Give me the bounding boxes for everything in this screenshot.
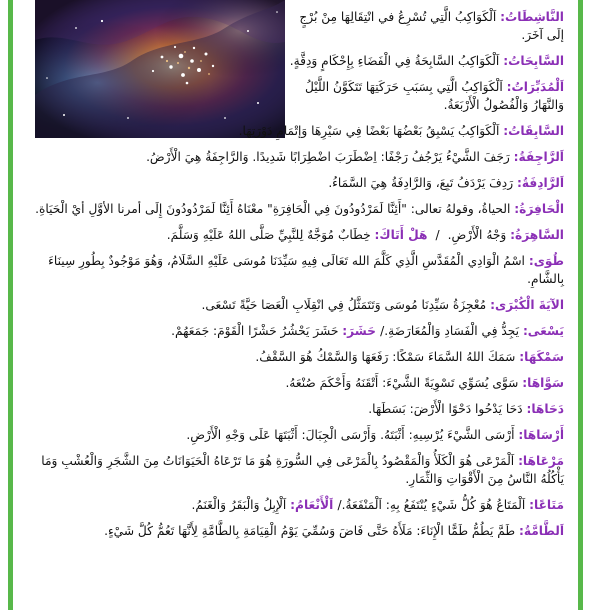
glossary-definition: طَمَّ يَطُمُّ طَمًّا الْإِنَاءَ: مَلَأَهُ حَتَّى فَاضَ وَسُمِّيَ يَوْمُ الْقِيَامَةِ بِالطَّامَّةِ لِأَنَّهَا تَعُمُّ كُلَّ شَيْءٍ. (104, 524, 519, 538)
separator: / (435, 228, 440, 242)
glossary-term: السَّابِحَاتُ: (503, 54, 564, 68)
glossary-entry (31, 348, 564, 366)
glossary-term: الْحَافِرَةُ: (514, 202, 564, 216)
glossary-entry (31, 322, 564, 340)
glossary-definition: سَمَكَ اللهُ السَّمَاءَ سَمْكًا: رَفَعَهَا وَالسَّمْكُ هُوَ السَّقْفُ. (255, 350, 520, 364)
glossary-definition: مُعْجِزَةُ سَيِّدِنَا مُوسَى وَتَتَمَثَّلُ فِي انْقِلَابِ الْعَصَا حَيَّةً تَسْعَى. (201, 298, 491, 312)
glossary-term: سَمْكَهَا: (519, 350, 564, 364)
glossary-term: مَتَاعًا: (529, 498, 564, 512)
glossary-term: السَّاهِرَةُ: (510, 228, 564, 242)
glossary-term: اَلرَّاجِفَةُ: (513, 150, 564, 164)
glossary-entry (31, 122, 564, 140)
glossary-definition: رَجَفَ الشَّيْءُ يَرْجُفُ رَجْفًا: اِضْطَرَبَ اضْطِرَابًا شَدِيدًا. وَالرَّاجِفَةُ هِيَ الْأَرْضُ. (146, 150, 514, 164)
glossary-definition: اَلْمَرْعَى هُوَ الْكَلَأُ وَالْمَقْصُودُ بِالْمَرْعَى فِي السُّورَةِ هُوَ مَا تَرْعَاهُ الْحَيَوَانَاتُ مِنَ الشَّجَرِ وَالْعُشْبِ وَمَا يَأْكُلُهُ النَّاسُ مِنَ الْأَقْوَاتِ وَالثِّمَارِ. (41, 454, 564, 486)
glossary-definition-secondary: اَلْإِبِلُ وَالْبَقَرُ وَالْغَنَمُ. (191, 498, 291, 512)
glossary-term: الآيَةَ الْكُبْرَى: (490, 298, 564, 312)
glossary-entry (31, 148, 564, 166)
glossary-entry (31, 452, 564, 488)
glossary-term: دَحَاهَا: (526, 402, 564, 416)
glossary-entry (31, 522, 564, 540)
glossary-term: اَلْمُدَبِّرَاتُ: (506, 80, 564, 94)
glossary-entry (31, 374, 564, 392)
glossary-term: سَوَّاهَا: (522, 376, 564, 390)
glossary-list (31, 8, 564, 548)
glossary-definition: يَجِدُّ فِي الْفَسَادِ وَالْمُعَارَضَةِ./ (380, 324, 523, 338)
glossary-entry (286, 52, 564, 70)
glossary-term-secondary: اَلْأَنْعَامُ: (290, 498, 338, 512)
glossary-definition: سَوَّى يُسَوِّي تَسْوِيَةً الشَّيْءَ: أَتْقَنَهُ وَأَحْكَمَ صُنْعَهُ. (285, 376, 523, 390)
glossary-term: اَلرَّادِفَةُ: (516, 176, 564, 190)
glossary-term-secondary: هَلْ أَتَاكَ: (374, 228, 428, 242)
glossary-term: السَّابِقَاتُ: (503, 124, 564, 138)
glossary-definition: رَدِفَ يَرْدَفُ تَبِعَ، وَالرَّادِفَةُ هِيَ السَّمَاءُ. (328, 176, 517, 190)
glossary-definition: اَلْكَوَاكِبُ يَسْبِقُ بَعْضُهَا بَعْضًا فِي سَيْرِهَا وَإتْمَامِ دَوْرَتِهَا. (238, 124, 504, 138)
glossary-definition: أَرْسَى الشَّيْءَ يُرْسِيهِ: أَثْبَتَهُ. وَأَرْسَى الْجِبَالَ: أَثْبَتَهَا عَلَى وَجْهِ الْأَرْضِ. (186, 428, 519, 442)
glossary-definition: وَجْهُ الْأَرْضِ. (447, 228, 511, 242)
glossary-entry (286, 8, 564, 44)
glossary-term: طُوَى: (528, 254, 564, 268)
glossary-definition-secondary: حَشَرَ يَحْشُرُ حَشْرًا الْقَوْمَ: جَمَعَهُمْ. (171, 324, 343, 338)
glossary-entry (31, 200, 564, 218)
glossary-entry (31, 496, 564, 514)
glossary-entry (31, 296, 564, 314)
glossary-entry (31, 226, 564, 244)
glossary-definition: الحياةُ، وقولهُ تعالى: "أَئِنَّا لَمَرْدُودُونَ فِي الْحَافِرَةِ" معْنَاهُ أَئِنَّا لَمَرْدُودُونَ إِلَى أمرنا الأوَّلِ أيْ الْحَيَاةِ. (35, 202, 515, 216)
glossary-term: اَلطَّامَّةُ: (518, 524, 564, 538)
glossary-definition: دَحَا يَدْحُوا دَحْوًا الْأَرْضَ: بَسَطَهَا. (368, 402, 527, 416)
glossary-entry (31, 400, 564, 418)
glossary-term-secondary: حَشَرَ: (342, 324, 381, 338)
glossary-entry (31, 174, 564, 192)
glossary-entry (31, 252, 564, 288)
page-frame (8, 0, 583, 610)
glossary-term: يَسْعَى: (522, 324, 564, 338)
glossary-definition: اَلْكَوَاكِبُ السَّابِحَةُ فِي الْفَضَاءِ بِإِحْكَامٍ وَدِقَّةٍ. (289, 54, 504, 68)
glossary-entry (286, 78, 564, 114)
glossary-definition: اَلْمَتَاعُ هُوَ كُلُّ شَيْءٍ يُنْتَفَعُ بِهِ: اَلْمَنْفَعَةُ./ (337, 498, 530, 512)
glossary-term: النَّاشِطَاتُ: (500, 10, 564, 24)
glossary-entry (31, 426, 564, 444)
glossary-term: أَرْسَاهَا: (518, 428, 564, 442)
glossary-definition: اَلْكَوَاكِبُ الَّتِي تُسْرِعُ في انْتِقَالِهَا مِنْ بُرْجٍ إلَى آخَرَ. (299, 10, 564, 42)
glossary-definition: اَلْكَوَاكِبُ الَّتِي بِسَبَبِ حَرَكَتِهَا تَتَكَوَّنُ اللَّيْلُ وَالنَّهَارُ وَالْفُصُولُ الْأَرْبَعَةُ. (305, 80, 564, 112)
glossary-definition-secondary: خِطَابٌ مُوَجَّهٌ لِلنَّبِيِّ صَلَّى اللهُ عَلَيْهِ وَسَلَّمَ. (166, 228, 375, 242)
glossary-definition: اسْمُ الْوَادِي الْمُقَدَّسِ الَّذِي كَلَّمَ الله تَعَالَى فِيهِ سَيِّدَنَا مُوسَى عَلَيْهِ السَّلَامُ، وَهُوَ مَوْجُودٌ بِطُورِ سِينَاءَ بِالشَّامِ. (48, 254, 564, 286)
glossary-term: مَرْعَاهَا: (518, 454, 564, 468)
